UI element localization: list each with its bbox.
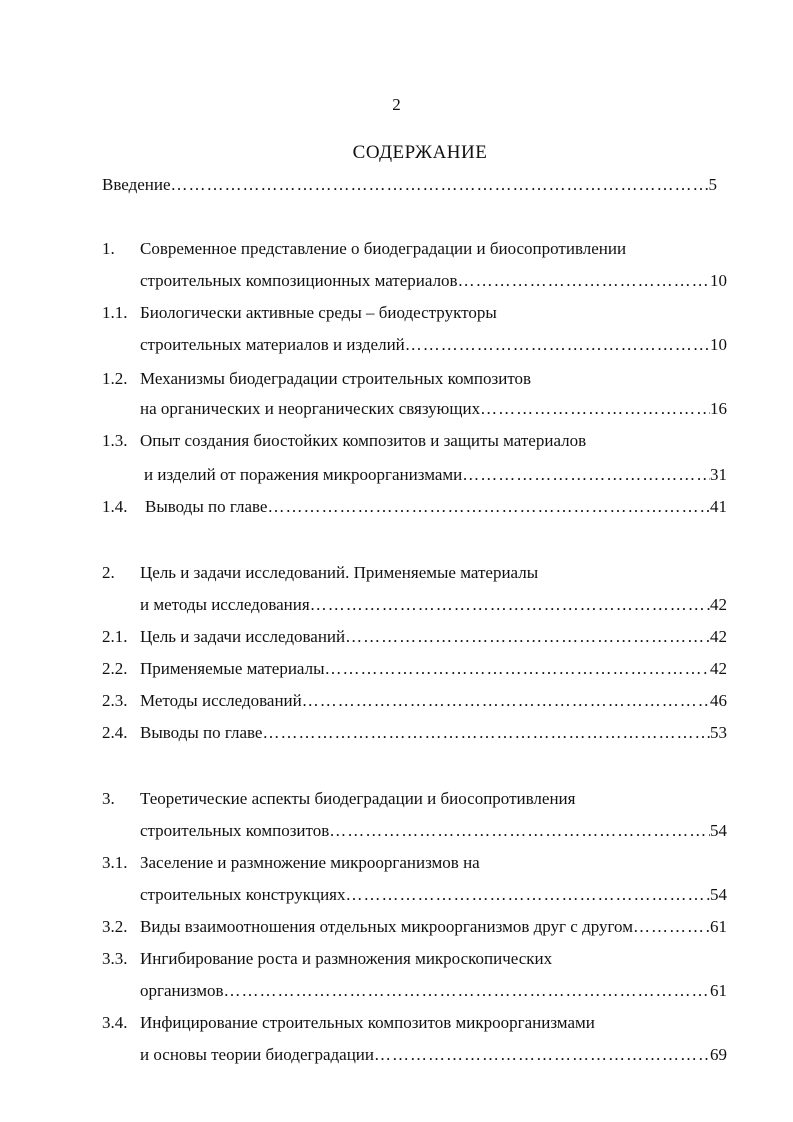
toc-entry-title: Методы исследований <box>140 691 302 710</box>
toc-entry-page: 31 <box>710 465 727 484</box>
toc-intro-page: 5 <box>708 175 717 194</box>
toc-entry-page: 61 <box>710 981 727 1000</box>
leader-dots <box>325 658 710 680</box>
toc-entry-title: Цель и задачи исследований <box>140 627 346 646</box>
toc-entry-num: 3. <box>102 789 115 808</box>
leader-dots <box>310 594 710 616</box>
toc-entry-num: 1. <box>102 239 115 258</box>
toc-entry-page: 46 <box>710 691 727 710</box>
leader-dots <box>458 270 710 292</box>
toc-entry-page: 10 <box>710 271 727 290</box>
toc-entry-leader <box>140 690 727 712</box>
toc-entry-title: Выводы по главе <box>145 497 268 516</box>
toc-entry-page: 53 <box>710 723 727 742</box>
toc-intro-label: Введение <box>102 175 171 194</box>
toc-entry-title-cont: строительных композитов <box>140 821 330 840</box>
toc-entry-title-cont: строительных конструкциях <box>140 885 346 904</box>
toc-entry-leader <box>144 464 727 486</box>
leader-dots <box>171 174 709 196</box>
toc-entry-leader <box>140 916 727 938</box>
toc-entry-leader <box>140 722 727 744</box>
toc-entry-page: 42 <box>710 659 727 678</box>
toc-entry-num: 2.3. <box>102 691 128 710</box>
toc-entry-title-cont: на органических и неорганических связующих <box>140 399 481 418</box>
toc-entry-num: 1.1. <box>102 303 128 322</box>
toc-entry-leader <box>140 884 727 906</box>
toc-entry-title-cont: строительных композиционных материалов <box>140 271 458 290</box>
leader-dots <box>345 626 710 648</box>
toc-entry-title: Цель и задачи исследований. Применяемые материалы <box>140 563 539 582</box>
toc-entry-title-cont: организмов <box>140 981 224 1000</box>
toc-entry-title-cont: и изделий от поражения микроорганизмами <box>144 465 463 484</box>
leader-dots <box>374 1044 710 1066</box>
leader-dots <box>480 398 710 420</box>
toc-entry-leader <box>140 820 727 842</box>
toc-entry-title: Опыт создания биостойких композитов и защиты материалов <box>140 431 587 450</box>
toc-entry-num: 3.3. <box>102 949 128 968</box>
leader-dots <box>329 820 710 842</box>
toc-entry-leader <box>140 270 727 292</box>
toc-entry-page: 41 <box>710 497 727 516</box>
toc-entry-num: 2.4. <box>102 723 128 742</box>
toc-entry-leader <box>140 594 727 616</box>
toc-entry-title: Инфицирование строительных композитов микроорганизмами <box>140 1013 595 1032</box>
toc-entry-title: Применяемые материалы <box>140 659 325 678</box>
toc-entry-page: 42 <box>710 595 727 614</box>
toc-entry-leader <box>145 496 727 518</box>
toc-entry-page: 10 <box>710 335 727 354</box>
leader-dots <box>267 496 710 518</box>
leader-dots <box>223 980 710 1002</box>
toc-entry-title-cont: и основы теории биодеградации <box>140 1045 374 1064</box>
leader-dots <box>405 334 710 356</box>
leader-dots <box>262 722 710 744</box>
toc-entry-num: 2.2. <box>102 659 128 678</box>
toc-entry-title: Биологически активные среды – биодеструкторы <box>140 303 497 322</box>
toc-intro <box>102 174 717 196</box>
toc-entry-title: Ингибирование роста и размножения микроскопических <box>140 949 553 968</box>
leader-dots <box>633 916 710 938</box>
toc-entry-leader <box>140 658 727 680</box>
toc-entry-leader <box>140 334 727 356</box>
toc-entry-title: Виды взаимоотношения отдельных микроорганизмов друг с другом <box>140 917 633 936</box>
toc-entry-title: Выводы по главе <box>140 723 263 742</box>
toc-entry-num: 3.4. <box>102 1013 128 1032</box>
toc-entry-title-cont: и методы исследования <box>140 595 310 614</box>
toc-entry-num: 1.4. <box>102 497 128 516</box>
toc-entry-num: 2.1. <box>102 627 128 646</box>
toc-entry-leader <box>140 980 727 1002</box>
toc-entry-page: 69 <box>710 1045 727 1064</box>
leader-dots <box>462 464 710 486</box>
toc-entry-title: Механизмы биодеградации строительных композитов <box>140 369 532 388</box>
toc-entry-num: 1.2. <box>102 369 128 388</box>
toc-entry-page: 16 <box>710 399 727 418</box>
page-number: 2 <box>392 95 401 114</box>
page-title: СОДЕРЖАНИЕ <box>352 142 488 163</box>
leader-dots <box>346 884 711 906</box>
toc-entry-title-cont: строительных материалов и изделий <box>140 335 405 354</box>
toc-entry-title: Заселение и размножение микроорганизмов на <box>140 853 480 872</box>
toc-entry-num: 3.2. <box>102 917 128 936</box>
toc-entry-title: Теоретические аспекты биодеградации и биосопротивления <box>140 789 576 808</box>
toc-entry-leader <box>140 1044 727 1066</box>
toc-entry-title: Современное представление о биодеградации и биосопротивлении <box>140 239 627 258</box>
toc-entry-page: 61 <box>710 917 727 936</box>
toc-entry-num: 3.1. <box>102 853 128 872</box>
toc-entry-leader <box>140 626 727 648</box>
toc-entry-leader <box>140 398 727 420</box>
toc-entry-num: 2. <box>102 563 115 582</box>
toc-entry-page: 54 <box>710 821 727 840</box>
toc-entry-page: 54 <box>710 885 727 904</box>
leader-dots <box>302 690 710 712</box>
toc-entry-page: 42 <box>710 627 727 646</box>
toc-entry-num: 1.3. <box>102 431 128 450</box>
